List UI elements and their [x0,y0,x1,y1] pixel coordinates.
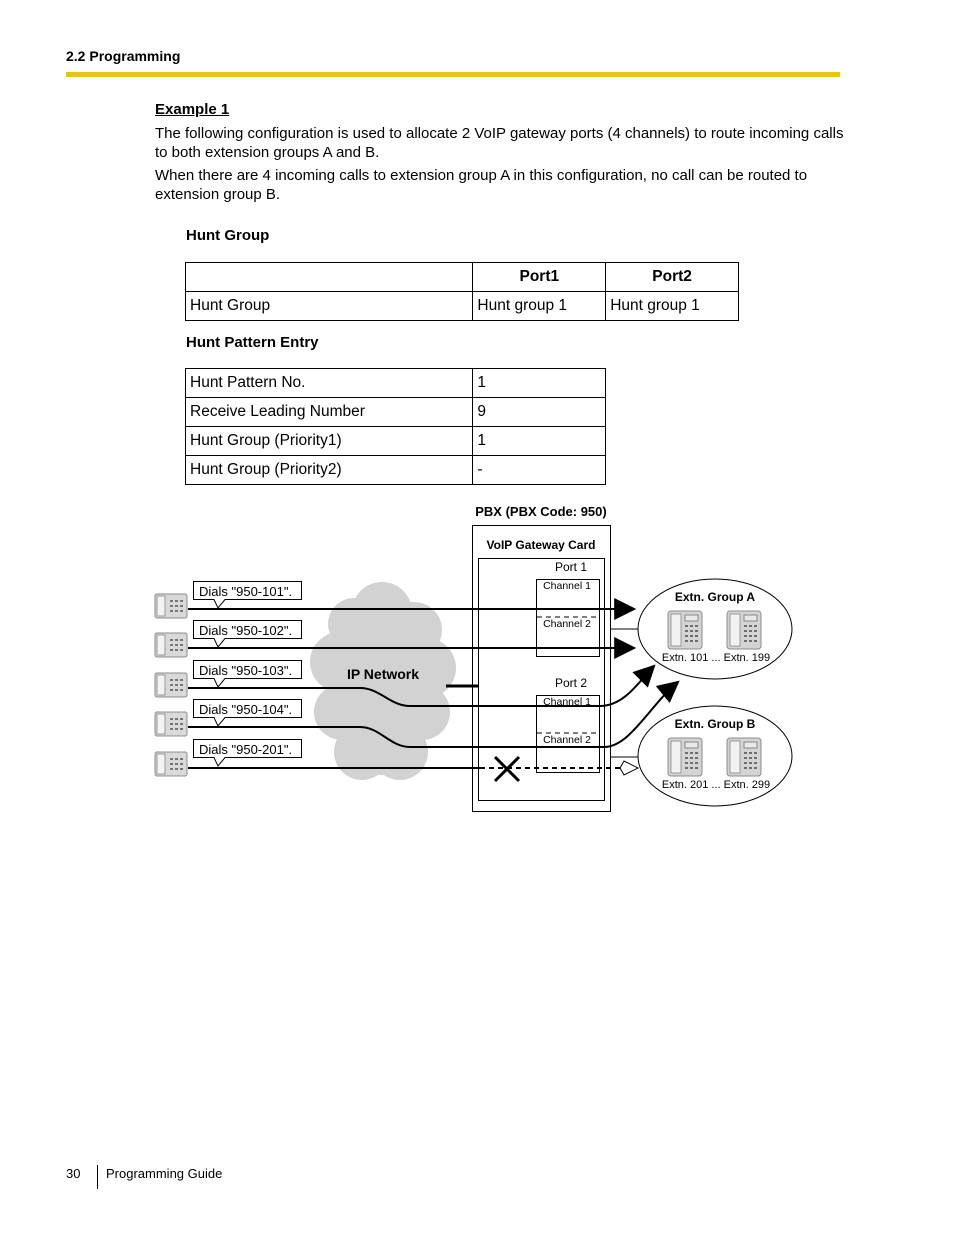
table-row [186,427,606,456]
table-cell: Hunt group 1 [606,292,739,321]
telephone-icon [727,738,761,776]
table-cell: - [473,456,606,485]
extn-group-b-title: Extn. Group B [674,717,756,731]
telephone-icon [727,611,761,649]
telephone-icon [155,673,187,697]
port2-channel2: Channel 2 [543,734,591,746]
table-row [186,456,606,485]
telephone-icon [668,738,702,776]
example-heading: Example 1 [155,101,230,118]
table-header-port1: Port1 [473,263,606,292]
dial-callout: Dials "950-201". [199,742,293,757]
table-row [186,398,606,427]
table-cell: 1 [473,427,606,456]
table-cell: Hunt Pattern No. [186,369,473,398]
port1-label: Port 1 [554,560,588,574]
hunt-pattern-table [185,368,606,485]
telephone-icon [155,633,187,657]
table-cell: Hunt group 1 [473,292,606,321]
network-diagram [0,495,954,825]
table-header-port2: Port2 [606,263,739,292]
dial-callout: Dials "950-101". [199,584,293,599]
header-rule [66,72,840,77]
port1-channel1: Channel 1 [543,580,591,592]
pbx-label: PBX (PBX Code: 950) [475,504,607,519]
table-cell: Hunt Group (Priority1) [186,427,473,456]
paragraph-2: When there are 4 incoming calls to extension group A in this configuration, no call can be routed to extension group B. [155,167,808,203]
table-header-row [186,263,739,292]
telephone-icon [668,611,702,649]
footer-title: Programming Guide [106,1166,223,1181]
table-cell: 9 [473,398,606,427]
table-cell: Hunt Group [186,292,473,321]
hunt-pattern-title: Hunt Pattern Entry [186,334,319,351]
table-row [186,369,606,398]
telephone-icon [155,594,187,618]
port1-channel2: Channel 2 [543,618,591,630]
table-header-cell [186,263,473,292]
dial-callout: Dials "950-104". [199,702,293,717]
extn-group-b-range: Extn. 201 ... Extn. 299 [661,779,771,791]
telephone-icon [155,752,187,776]
extn-group-a-title: Extn. Group A [674,590,756,604]
paragraph-1: The following configuration is used to allocate 2 VoIP gateway ports (4 channels) to route incoming calls to both extension groups A and B. [155,125,844,161]
table-cell: Receive Leading Number [186,398,473,427]
hunt-group-table [185,262,739,321]
card-label: VoIP Gateway Card [486,538,596,552]
table-cell: Hunt Group (Priority2) [186,456,473,485]
table-cell: 1 [473,369,606,398]
footer-divider [97,1165,98,1189]
port2-label: Port 2 [554,676,588,690]
page-number: 30 [66,1166,81,1181]
hunt-group-title: Hunt Group [186,227,270,244]
dial-callout: Dials "950-102". [199,623,293,638]
extn-group-a-range: Extn. 101 ... Extn. 199 [661,652,771,664]
table-row [186,292,739,321]
telephone-icon [155,712,187,736]
network-label: IP Network [346,666,420,682]
port2-channel1: Channel 1 [543,696,591,708]
section-header: 2.2 Programming [66,48,181,64]
dial-callout: Dials "950-103". [199,663,293,678]
